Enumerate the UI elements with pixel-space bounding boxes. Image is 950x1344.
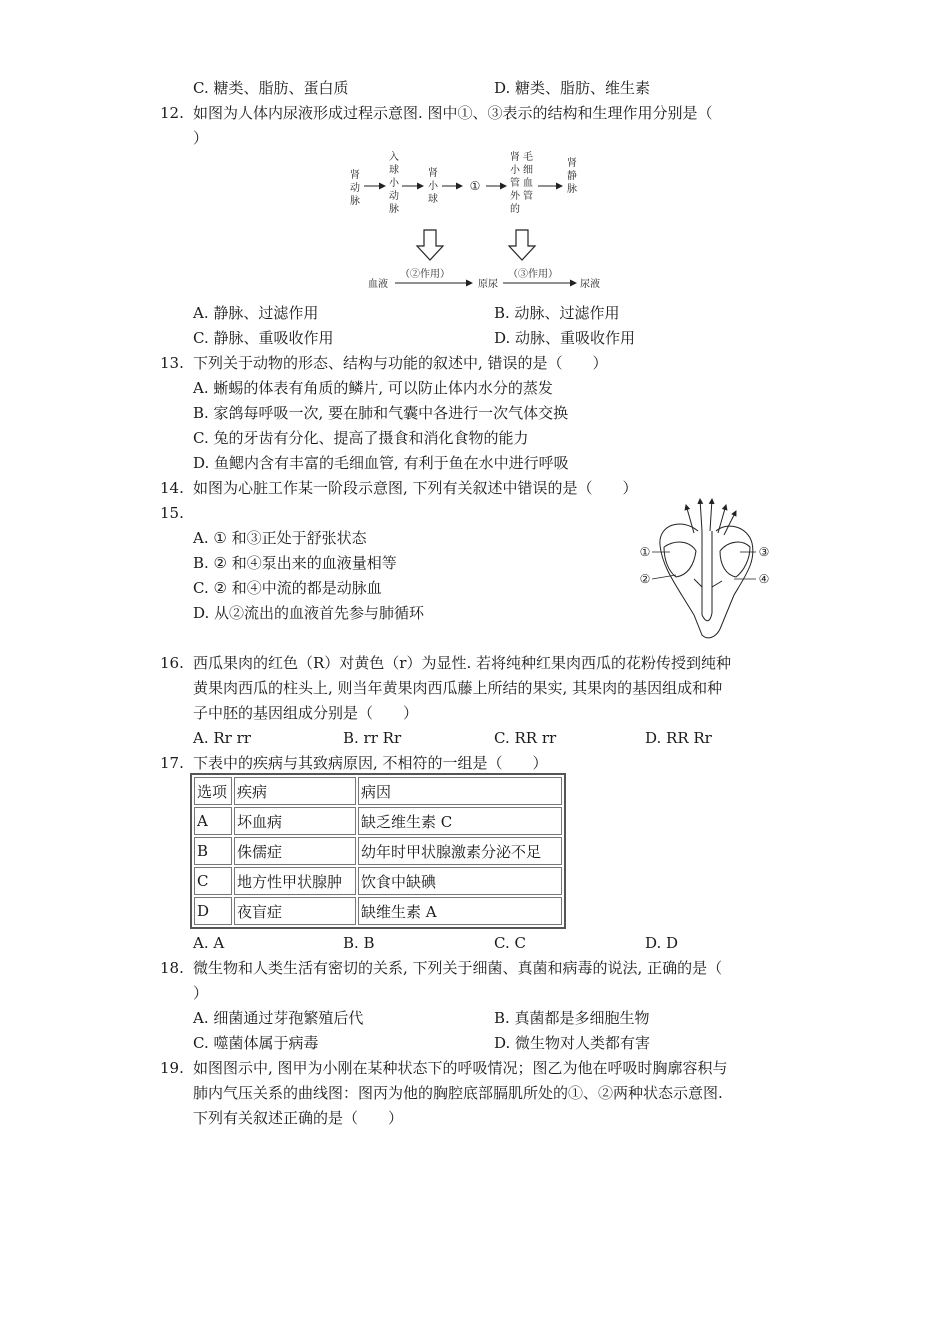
heart-label-4: ④ [758, 572, 770, 586]
q15-number: 15. [160, 504, 184, 522]
svg-text:血: 血 [523, 178, 533, 189]
q18-option-d: D. 微生物对人类都有害 [494, 1034, 651, 1052]
blood-label: 血液 [368, 279, 388, 290]
table-row [194, 867, 562, 895]
table-cell: 夜盲症 [234, 897, 356, 925]
heart-vessel-arrows [686, 499, 736, 535]
svg-text:的: 的 [510, 204, 520, 215]
renal-vein-label [567, 156, 577, 195]
q13-number: 13. [160, 354, 184, 372]
disease-cause-table [190, 773, 566, 929]
svg-text:动: 动 [350, 183, 360, 194]
table-cell: D [194, 897, 232, 925]
peritubular-label [510, 150, 533, 215]
afferent-arteriole-label [389, 150, 400, 215]
heart-outline [660, 524, 753, 638]
svg-text:小: 小 [428, 181, 438, 192]
q17-option-b: B. B [343, 934, 375, 952]
q15-option-a: A. ① 和③正处于舒张状态 [193, 529, 367, 547]
q16-option-b: B. rr Rr [343, 729, 402, 747]
q12-stem-line2: ） [193, 129, 209, 147]
table-header-row [194, 777, 562, 805]
q18-number: 18. [160, 959, 184, 977]
svg-text:小: 小 [389, 178, 399, 189]
q12-number: 12. [160, 104, 184, 122]
urine-formation-diagram [340, 148, 620, 296]
svg-text:脉: 脉 [389, 204, 399, 215]
hollow-down-arrows [417, 230, 535, 260]
table-row [194, 807, 562, 835]
urine-label: 尿液 [580, 279, 600, 290]
action-3-label: （③作用） [508, 269, 558, 280]
q16-number: 16. [160, 654, 184, 672]
q12-option-b: B. 动脉、过滤作用 [494, 304, 620, 322]
table-header: 病因 [358, 777, 562, 805]
table-cell: 幼年时甲状腺激素分泌不足 [358, 837, 562, 865]
q11-option-c: C. 糖类、脂肪、蛋白质 [193, 79, 349, 97]
q16-option-d: D. RR Rr [645, 729, 712, 747]
q14-stem: 如图为心脏工作某一阶段示意图, 下列有关叙述中错误的是（ ） [193, 479, 638, 497]
q17-stem: 下表中的疾病与其致病原因, 不相符的一组是（ ） [193, 754, 548, 772]
table-header: 选项 [194, 777, 232, 805]
svg-text:肾: 肾 [350, 170, 360, 181]
action-2-label: （②作用） [400, 269, 450, 280]
q15-option-d: D. 从②流出的血液首先参与肺循环 [193, 604, 425, 622]
primary-urine-label: 原尿 [478, 279, 498, 290]
q19-number: 19. [160, 1059, 184, 1077]
q16-stem-line1: 西瓜果肉的红色（R）对黄色（r）为显性. 若将纯种红果肉西瓜的花粉传授到纯种 [193, 654, 732, 672]
q18-option-c: C. 噬菌体属于病毒 [193, 1034, 319, 1052]
heart-label-3: ③ [758, 545, 770, 559]
q13-stem: 下列关于动物的形态、结构与功能的叙述中, 错误的是（ ） [193, 354, 608, 372]
q16-stem-line3: 子中胚的基因组成分别是（ ） [193, 704, 419, 722]
svg-text:脉: 脉 [567, 184, 577, 195]
q16-option-c: C. RR rr [494, 729, 557, 747]
q17-option-c: C. C [494, 934, 526, 952]
table-cell: 饮食中缺碘 [358, 867, 562, 895]
q17-option-d: D. D [645, 934, 679, 952]
svg-text:球: 球 [389, 165, 399, 176]
q13-option-a: A. 蜥蜴的体表有角质的鳞片, 可以防止体内水分的蒸发 [193, 379, 553, 397]
q18-stem-line1: 微生物和人类生活有密切的关系, 下列关于细菌、真菌和病毒的说法, 正确的是（ [193, 959, 723, 977]
q19-stem-line2: 肺内气压关系的曲线图：图丙为他的胸腔底部膈肌所处的①、②两种状态示意图. [193, 1084, 723, 1102]
table-cell: A [194, 807, 232, 835]
glomerulus-label [428, 166, 439, 205]
heart-label-2: ② [639, 572, 651, 586]
table-cell: 缺维生素 A [358, 897, 562, 925]
svg-text:肾: 肾 [567, 158, 577, 169]
q18-stem-line2: ） [193, 984, 209, 1002]
q16-option-a: A. Rr rr [193, 729, 251, 747]
svg-text:小: 小 [510, 165, 520, 176]
renal-artery-label [350, 168, 360, 207]
q15-option-b: B. ② 和④泵出来的血液量相等 [193, 554, 397, 572]
q19-stem-line3: 下列有关叙述正确的是（ ） [193, 1109, 404, 1127]
svg-text:毛: 毛 [523, 152, 533, 163]
q19-stem-line1: 如图图示中, 图甲为小刚在某种状态下的呼吸情况；图乙为他在呼吸时胸廓容积与 [193, 1059, 728, 1077]
q12-option-d: D. 动脉、重吸收作用 [494, 329, 636, 347]
heart-diagram [636, 495, 776, 645]
q15-option-c: C. ② 和④中流的都是动脉血 [193, 579, 382, 597]
svg-text:脉: 脉 [350, 196, 360, 207]
q13-option-b: B. 家鸽每呼吸一次, 要在肺和气囊中各进行一次气体交换 [193, 404, 569, 422]
svg-text:肾: 肾 [510, 152, 520, 163]
svg-text:静: 静 [567, 171, 577, 182]
q12-option-c: C. 静脉、重吸收作用 [193, 329, 334, 347]
q13-option-d: D. 鱼鳃内含有丰富的毛细血管, 有利于鱼在水中进行呼吸 [193, 454, 569, 472]
q14-number: 14. [160, 479, 184, 497]
q16-stem-line2: 黄果肉西瓜的柱头上, 则当年黄果肉西瓜藤上所结的果实, 其果肉的基因组成和种 [193, 679, 723, 697]
svg-text:肾: 肾 [428, 168, 438, 179]
table-cell: 侏儒症 [234, 837, 356, 865]
svg-text:入: 入 [389, 152, 399, 163]
svg-text:细: 细 [523, 165, 533, 176]
svg-text:管: 管 [523, 191, 533, 202]
table-cell: 地方性甲状腺肿 [234, 867, 356, 895]
structure-1-label: ① [469, 179, 481, 193]
table-cell: B [194, 837, 232, 865]
table-header: 疾病 [234, 777, 356, 805]
svg-text:管: 管 [510, 178, 520, 189]
q18-option-b: B. 真菌都是多细胞生物 [494, 1009, 650, 1027]
table-cell: C [194, 867, 232, 895]
heart-label-1: ① [639, 545, 651, 559]
q13-option-c: C. 兔的牙齿有分化、提高了摄食和消化食物的能力 [193, 429, 529, 447]
q11-option-d: D. 糖类、脂肪、维生素 [494, 79, 651, 97]
q18-option-a: A. 细菌通过芽孢繁殖后代 [193, 1009, 364, 1027]
q17-option-a: A. A [193, 934, 225, 952]
svg-text:动: 动 [389, 191, 399, 202]
table-cell: 缺乏维生素 C [358, 807, 562, 835]
q17-number: 17. [160, 754, 184, 772]
table-row [194, 837, 562, 865]
q12-option-a: A. 静脉、过滤作用 [193, 304, 319, 322]
q12-stem-line1: 如图为人体内尿液形成过程示意图. 图中①、③表示的结构和生理作用分别是（ [193, 104, 713, 122]
svg-text:球: 球 [428, 194, 438, 205]
table-cell: 坏血病 [234, 807, 356, 835]
svg-text:外: 外 [510, 191, 520, 202]
table-row [194, 897, 562, 925]
